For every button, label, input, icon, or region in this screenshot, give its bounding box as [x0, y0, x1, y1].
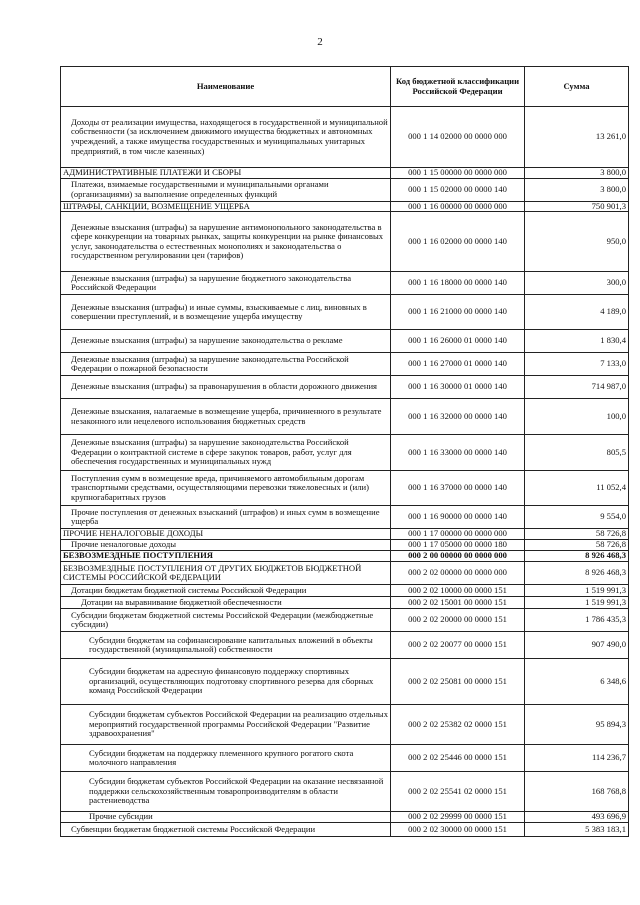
header-code: Код бюджетной классификации Российской Федерации: [391, 67, 525, 107]
row-code: 000 2 02 10000 00 0000 151: [391, 585, 525, 597]
row-name: Денежные взыскания (штрафы) за нарушение антимонопольного законодательства в сфере конкуренции на товарных рынках, защиты конкуренции на рынке финансовых услуг, законодательства о естественных монополиях и законодательства о государственном регулировании цен (тарифов): [61, 212, 391, 272]
row-sum: 3 800,0: [525, 168, 629, 179]
table-row: [61, 585, 629, 597]
row-sum: 1 786 435,3: [525, 609, 629, 632]
row-sum: 58 726,8: [525, 540, 629, 551]
table-row: [61, 168, 629, 179]
row-code: 000 1 16 30000 01 0000 140: [391, 376, 525, 399]
table-row: [61, 212, 629, 272]
row-code: 000 1 14 02000 00 0000 000: [391, 107, 525, 168]
row-name: Доходы от реализации имущества, находящегося в государственной и муниципальной собственности (за исключением движимого имущества бюджетных и автономных учреждений, а также имущества государственных и муниципальных унитарных предприятий, в том числе казенных): [61, 107, 391, 168]
row-name: ПРОЧИЕ НЕНАЛОГОВЫЕ ДОХОДЫ: [61, 529, 391, 540]
row-code: 000 2 02 29999 00 0000 151: [391, 812, 525, 823]
row-sum: 95 894,3: [525, 705, 629, 745]
row-name: Прочие поступления от денежных взысканий (штрафов) и иных сумм в возмещение ущерба: [61, 506, 391, 529]
header-name: Наименование: [61, 67, 391, 107]
row-name: Денежные взыскания (штрафы) за нарушение законодательства о рекламе: [61, 330, 391, 353]
row-sum: 168 768,8: [525, 772, 629, 812]
table-row: [61, 178, 629, 201]
row-code: 000 2 02 25081 00 0000 151: [391, 659, 525, 705]
row-sum: 9 554,0: [525, 506, 629, 529]
table-row: [61, 812, 629, 823]
row-sum: 114 236,7: [525, 745, 629, 772]
row-sum: 7 133,0: [525, 353, 629, 376]
row-sum: 58 726,8: [525, 529, 629, 540]
row-name: Денежные взыскания (штрафы) за нарушение бюджетного законодательства Российской Федерации: [61, 272, 391, 295]
table-row: [61, 597, 629, 609]
table-row: [61, 295, 629, 330]
row-sum: 3 800,0: [525, 178, 629, 201]
page-number: 2: [317, 36, 323, 48]
row-sum: 4 189,0: [525, 295, 629, 330]
row-code: 000 1 16 02000 00 0000 140: [391, 212, 525, 272]
row-code: 000 1 16 27000 01 0000 140: [391, 353, 525, 376]
table-row: [61, 435, 629, 471]
row-code: 000 1 16 00000 00 0000 000: [391, 201, 525, 212]
table-row: [61, 823, 629, 837]
table-row: [61, 376, 629, 399]
table-row: [61, 330, 629, 353]
row-name: АДМИНИСТРАТИВНЫЕ ПЛАТЕЖИ И СБОРЫ: [61, 168, 391, 179]
row-code: 000 2 02 15001 00 0000 151: [391, 597, 525, 609]
row-name: Денежные взыскания (штрафы) за нарушение законодательства Российской Федерации о контрактной системе в сфере закупок товаров, работ, услуг для обеспечения государственных и муниципальных нужд: [61, 435, 391, 471]
row-code: 000 1 15 00000 00 0000 000: [391, 168, 525, 179]
header-sum: Сумма: [525, 67, 629, 107]
row-sum: 6 348,6: [525, 659, 629, 705]
row-name: Субсидии бюджетам на поддержку племенного крупного рогатого скота молочного направления: [61, 745, 391, 772]
row-code: 000 2 02 25446 00 0000 151: [391, 745, 525, 772]
row-sum: 750 901,3: [525, 201, 629, 212]
row-sum: 907 490,0: [525, 632, 629, 659]
row-sum: 805,5: [525, 435, 629, 471]
row-name: Субсидии бюджетам субъектов Российской Федерации на реализацию отдельных мероприятий государственной программы Российской Федерации "Развитие здравоохранения": [61, 705, 391, 745]
table-row: [61, 272, 629, 295]
row-name: Платежи, взимаемые государственными и муниципальными органами (организациями) за выполнение определенных функций: [61, 178, 391, 201]
row-name: Дотации бюджетам бюджетной системы Российской Федерации: [61, 585, 391, 597]
row-sum: 1 830,4: [525, 330, 629, 353]
row-sum: 493 696,9: [525, 812, 629, 823]
row-sum: 5 383 183,1: [525, 823, 629, 837]
row-code: 000 1 16 18000 00 0000 140: [391, 272, 525, 295]
row-name: Прочие неналоговые доходы: [61, 540, 391, 551]
row-sum: 100,0: [525, 399, 629, 435]
row-code: 000 1 16 21000 00 0000 140: [391, 295, 525, 330]
row-name: Субсидии бюджетам на софинансирование капитальных вложений в объекты государственной (муниципальной) собственности: [61, 632, 391, 659]
row-name: Денежные взыскания (штрафы) за нарушение законодательства Российской Федерации о пожарной безопасности: [61, 353, 391, 376]
row-name: Дотации на выравнивание бюджетной обеспеченности: [61, 597, 391, 609]
row-code: 000 1 17 00000 00 0000 000: [391, 529, 525, 540]
row-sum: 1 519 991,3: [525, 597, 629, 609]
table-row: [61, 659, 629, 705]
row-sum: 300,0: [525, 272, 629, 295]
row-code: 000 1 15 02000 00 0000 140: [391, 178, 525, 201]
row-name: Денежные взыскания (штрафы) за правонарушения в области дорожного движения: [61, 376, 391, 399]
table-row: [61, 745, 629, 772]
row-name: Субвенции бюджетам бюджетной системы Российской Федерации: [61, 823, 391, 837]
row-name: БЕЗВОЗМЕЗДНЫЕ ПОСТУПЛЕНИЯ: [61, 551, 391, 562]
row-sum: 8 926 468,3: [525, 562, 629, 585]
row-code: 000 1 16 26000 01 0000 140: [391, 330, 525, 353]
row-code: 000 1 16 33000 00 0000 140: [391, 435, 525, 471]
table-row: [61, 399, 629, 435]
row-name: Поступления сумм в возмещение вреда, причиняемого автомобильным дорогам транспортными средствами, осуществляющими перевозки тяжеловесных и (или) крупногабаритных грузов: [61, 471, 391, 506]
row-code: 000 2 02 00000 00 0000 000: [391, 562, 525, 585]
table-row: [61, 540, 629, 551]
row-sum: 8 926 468,3: [525, 551, 629, 562]
row-code: 000 1 16 37000 00 0000 140: [391, 471, 525, 506]
table-row: [61, 562, 629, 585]
table-row: [61, 353, 629, 376]
row-name: БЕЗВОЗМЕЗДНЫЕ ПОСТУПЛЕНИЯ ОТ ДРУГИХ БЮДЖЕТОВ БЮДЖЕТНОЙ СИСТЕМЫ РОССИЙСКОЙ ФЕДЕРАЦИИ: [61, 562, 391, 585]
table-row: [61, 772, 629, 812]
table-row: [61, 632, 629, 659]
row-code: 000 2 00 00000 00 0000 000: [391, 551, 525, 562]
table-row: [61, 705, 629, 745]
table-row: [61, 506, 629, 529]
row-name: Субсидии бюджетам на адресную финансовую поддержку спортивных организаций, осуществляющих подготовку спортивного резерва для сборных команд Российской Федерации: [61, 659, 391, 705]
row-code: 000 2 02 30000 00 0000 151: [391, 823, 525, 837]
table-row: [61, 471, 629, 506]
table-row: [61, 529, 629, 540]
table-body: [61, 107, 629, 837]
row-name: Прочие субсидии: [61, 812, 391, 823]
row-name: Субсидии бюджетам бюджетной системы Российской Федерации (межбюджетные субсидии): [61, 609, 391, 632]
row-code: 000 1 17 05000 00 0000 180: [391, 540, 525, 551]
table-row: [61, 609, 629, 632]
row-sum: 13 261,0: [525, 107, 629, 168]
budget-revenue-table: [60, 66, 629, 837]
row-code: 000 2 02 20000 00 0000 151: [391, 609, 525, 632]
row-name: Субсидии бюджетам субъектов Российской Федерации на оказание несвязанной поддержки сельскохозяйственным товаропроизводителям в области растениеводства: [61, 772, 391, 812]
table-row: [61, 107, 629, 168]
row-name: Денежные взыскания (штрафы) и иные суммы, взыскиваемые с лиц, виновных в совершении преступлений, и в возмещение ущерба имуществу: [61, 295, 391, 330]
table-row: [61, 551, 629, 562]
row-sum: 1 519 991,3: [525, 585, 629, 597]
row-name: Денежные взыскания, налагаемые в возмещение ущерба, причиненного в результате незаконного или нецелевого использования бюджетных средств: [61, 399, 391, 435]
row-code: 000 1 16 32000 00 0000 140: [391, 399, 525, 435]
row-sum: 950,0: [525, 212, 629, 272]
row-code: 000 1 16 90000 00 0000 140: [391, 506, 525, 529]
row-sum: 714 987,0: [525, 376, 629, 399]
table-row: [61, 201, 629, 212]
row-code: 000 2 02 20077 00 0000 151: [391, 632, 525, 659]
row-code: 000 2 02 25382 02 0000 151: [391, 705, 525, 745]
row-name: ШТРАФЫ, САНКЦИИ, ВОЗМЕЩЕНИЕ УЩЕРБА: [61, 201, 391, 212]
row-code: 000 2 02 25541 02 0000 151: [391, 772, 525, 812]
row-sum: 11 052,4: [525, 471, 629, 506]
table-header-row: [61, 67, 629, 107]
